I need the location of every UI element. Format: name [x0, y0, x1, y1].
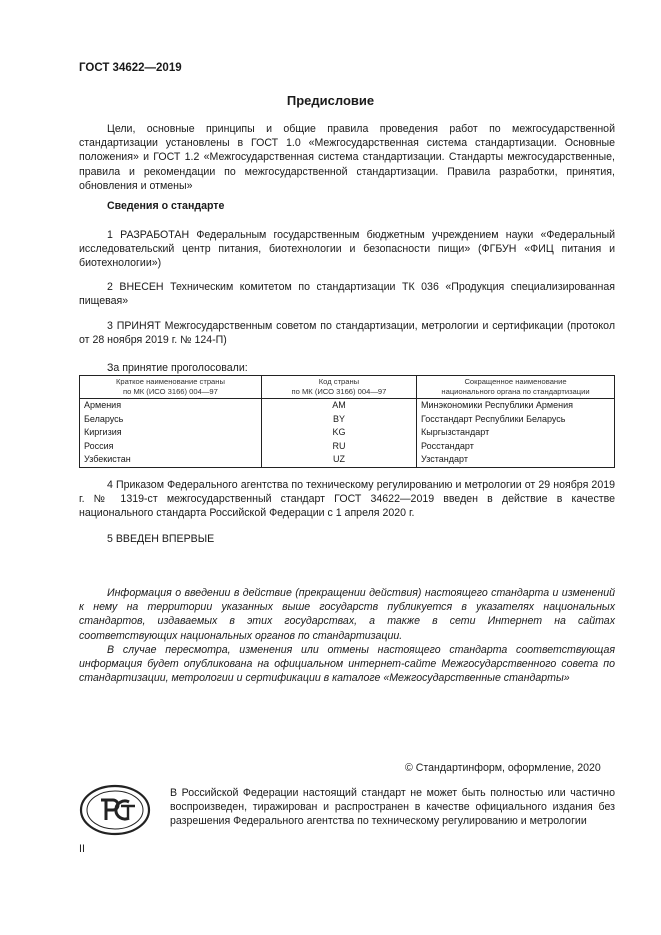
intro-paragraph: [79, 122, 615, 193]
table-row: Узбекистан UZ Узстандарт: [80, 453, 615, 467]
intro-text: Цели, основные принципы и общие правила проведения работ по межгосударственной стандартизации установлены в ГОСТ 1.0 «Межгосударственная система стандартизации. Основные положения» и ГОСТ 1.2 «Межгосударственная система стандартизации. Стандарты межгосударственные, правила и рекомендации по межгосударственной стандартизации. Правила разработки, принятия, обновления и отмены»: [79, 123, 615, 192]
vote-header-country: Краткое наименование страны по МК (ИСО 3166) 004—97: [80, 376, 262, 399]
table-row: Беларусь BY Госстандарт Республики Беларусь: [80, 413, 615, 427]
table-row: Армения AM Минэкономики Республики Армения: [80, 399, 615, 413]
standard-id: ГОСТ 34622—2019: [79, 62, 182, 74]
rights-notice: [170, 786, 615, 829]
item-enacted: [79, 478, 615, 521]
vote-table: [79, 375, 615, 468]
info-heading: Сведения о стандарте: [107, 200, 225, 212]
item-adopted: [79, 319, 615, 347]
rst-logo-icon: [79, 784, 151, 836]
vote-header-body: Сокращенное наименование национального органа по стандартизации: [417, 376, 615, 399]
item-introduced-text: 2 ВНЕСЕН Техническим комитетом по стандартизации ТК 036 «Продукция специализированная пищевая»: [79, 281, 615, 308]
item-first-text: 5 ВВЕДЕН ВПЕРВЫЕ: [107, 533, 215, 545]
item-first: [79, 532, 615, 546]
vote-header-code: Код страны по МК (ИСО 3166) 004—97: [261, 376, 416, 399]
item-developed-text: 1 РАЗРАБОТАН Федеральным государственным бюджетным учреждением науки «Федеральный исследовательский центр питания, биотехнологии и безопасности пищи» (ФГБУН «ФИЦ питания и биотехнологии»): [79, 229, 615, 270]
item-developed: [79, 228, 615, 271]
item-enacted-text: 4 Приказом Федерального агентства по техническому регулированию и метрологии от 29 ноября 2019 г. № 1319-ст межгосударственный стандарт ГОСТ 34622—2019 введен в действие в качестве национального стандарта Российской Федерации с 1 апреля 2020 г.: [79, 479, 615, 520]
table-row: Киргизия KG Кыргызстандарт: [80, 426, 615, 440]
vote-caption: За принятие проголосовали:: [107, 362, 248, 374]
notice-text-2: В случае пересмотра, изменения или отмены настоящего стандарта соответствующая информация будет опубликована на официальном интернет-сайте Межгосударственного совета по стандартизации, метрологии и сертификации в каталоге «Межгосударственные стандарты»: [79, 644, 615, 685]
page-title: Предисловие: [286, 93, 375, 108]
item-introduced: [79, 280, 615, 308]
table-row: Россия RU Росстандарт: [80, 440, 615, 454]
rights-text: В Российской Федерации настоящий стандарт не может быть полностью или частично воспроизведен, тиражирован и распространен в качестве официального издания без разрешения Федерального агентства по техническому регулированию и метрологии: [170, 787, 615, 828]
item-adopted-text: 3 ПРИНЯТ Межгосударственным советом по стандартизации, метрологии и сертификации (протокол от 28 ноября 2019 г. № 124-П): [79, 320, 615, 347]
notice-text-1: Информация о введении в действие (прекращении действия) настоящего стандарта и изменений к нему на территории указанных выше государств публикуется в указателях национальных стандартов, издаваемых в этих государствах, а также в сети Интернет на сайтах соответствующих национальных органов по стандартизации.: [79, 587, 615, 642]
notice-paragraph-1: [79, 586, 615, 643]
notice-paragraph-2: [79, 643, 615, 686]
copyright: © Стандартинформ, оформление, 2020: [405, 762, 601, 774]
page-number: II: [79, 843, 85, 855]
